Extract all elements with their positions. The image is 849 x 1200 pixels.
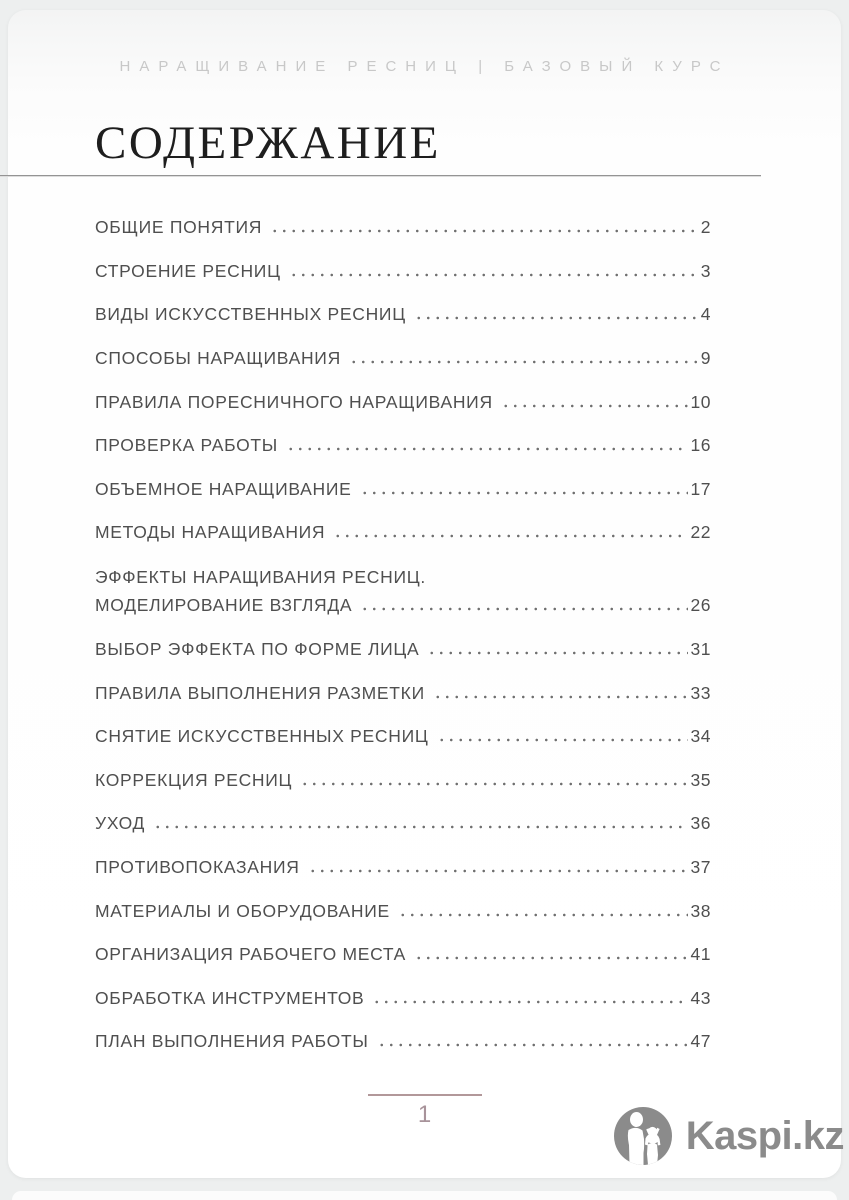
toc-entry-label: ОРГАНИЗАЦИЯ РАБОЧЕГО МЕСТА: [95, 944, 407, 965]
dot-leader: [270, 227, 698, 235]
toc-entry-line: [95, 348, 711, 369]
toc-entry-label: ПРОВЕРКА РАБОТЫ: [95, 435, 278, 456]
toc-entry-line: [95, 988, 711, 1009]
toc-entry-label: СПОСОБЫ НАРАЩИВАНИЯ: [95, 348, 341, 369]
kaspi-brand-text: Kaspi.kz: [685, 1113, 844, 1158]
dot-leader: [308, 867, 688, 875]
toc-page-number: 4: [700, 304, 711, 325]
toc-entry-label: УХОД: [95, 813, 146, 834]
toc-entry-label: ОБЪЕМНОЕ НАРАЩИВАНИЕ: [95, 478, 352, 499]
toc-page-number: 3: [700, 260, 711, 281]
toc-entry: [95, 250, 711, 294]
toc-page-number: 36: [690, 813, 711, 834]
toc-page-number: 41: [690, 944, 711, 965]
toc-entry-label: ПРАВИЛА ПОРЕСНИЧНОГО НАРАЩИВАНИЯ: [95, 391, 493, 412]
toc-entry-label: ОБРАБОТКА ИНСТРУМЕНТОВ: [95, 987, 365, 1008]
dot-leader: [501, 402, 688, 410]
dot-leader: [349, 358, 698, 366]
dot-leader: [300, 780, 687, 788]
toc-entry-label: ПРОТИВОПОКАЗАНИЯ: [95, 857, 300, 878]
dot-leader: [377, 1041, 688, 1049]
toc-entry: [95, 628, 711, 672]
toc-entry-line: [95, 522, 711, 543]
dot-leader: [153, 823, 687, 831]
toc-page-number: 16: [690, 435, 711, 456]
toc-entry-label: СНЯТИЕ ИСКУССТВЕННЫХ РЕСНИЦ: [95, 726, 429, 747]
toc-entry: [95, 1020, 711, 1064]
toc-entry-line: [95, 683, 711, 704]
dot-leader: [333, 532, 687, 540]
toc-entry-label: ПРАВИЛА ВЫПОЛНЕНИЯ РАЗМЕТКИ: [95, 682, 425, 703]
toc-entry-line: [95, 304, 711, 325]
toc-page-number: 43: [690, 987, 711, 1008]
toc-entry: [95, 759, 711, 803]
toc-entry: [95, 206, 711, 250]
toc-entry: [95, 846, 711, 890]
dot-leader: [414, 954, 688, 962]
toc-entry-line: [95, 901, 711, 922]
dot-leader: [286, 445, 688, 453]
toc-entry-line: [95, 944, 711, 965]
toc-entry-label: СТРОЕНИЕ РЕСНИЦ: [95, 260, 281, 281]
toc-entry-line: [95, 857, 711, 878]
toc-page-number: 31: [690, 639, 711, 660]
toc-list: [95, 206, 711, 1064]
toc-page-number: 33: [690, 682, 711, 703]
title-divider: [0, 175, 761, 177]
toc-entry-label: ПЛАН ВЫПОЛНЕНИЯ РАБОТЫ: [95, 1031, 369, 1052]
toc-page-number: 47: [690, 1031, 711, 1052]
toc-entry-label: МОДЕЛИРОВАНИЕ ВЗГЛЯДА: [95, 594, 353, 615]
dot-leader: [289, 271, 698, 279]
toc-entry-line: [95, 639, 711, 660]
toc-entry-label: МЕТОДЫ НАРАЩИВАНИЯ: [95, 522, 326, 543]
toc-entry-label: МАТЕРИАЛЫ И ОБОРУДОВАНИЕ: [95, 900, 390, 921]
toc-entry-line: [95, 726, 711, 747]
toc-entry-label: ВИДЫ ИСКУССТВЕННЫХ РЕСНИЦ: [95, 304, 406, 325]
dot-leader: [437, 736, 688, 744]
toc-entry: [95, 380, 711, 424]
kaspi-logo-icon: [614, 1107, 672, 1165]
toc-entry-label: ЭФФЕКТЫ НАРАЩИВАНИЯ РЕСНИЦ.: [95, 566, 426, 587]
toc-page-number: 22: [690, 522, 711, 543]
toc-entry-label: КОРРЕКЦИЯ РЕСНИЦ: [95, 769, 293, 790]
toc-entry-line: [95, 435, 711, 456]
dot-leader: [372, 998, 687, 1006]
toc-page-number: 10: [690, 391, 711, 412]
toc-entry-line: [95, 813, 711, 834]
toc-entry: [95, 715, 711, 759]
toc-entry: [95, 555, 711, 628]
dot-leader: [398, 911, 688, 919]
toc-entry: [95, 337, 711, 381]
toc-page-number: 9: [700, 348, 711, 369]
course-header-text: НАРАЩИВАНИЕ РЕСНИЦ | БАЗОВЫЙ КУРС: [119, 58, 730, 75]
toc-entry: [95, 511, 711, 555]
toc-page-number: 2: [700, 217, 711, 238]
toc-page-number: 17: [690, 478, 711, 499]
toc-entry-line: [95, 567, 711, 588]
toc-entry-line: [95, 595, 711, 616]
toc-entry: [95, 802, 711, 846]
dot-leader: [433, 693, 688, 701]
page-number: 1: [417, 1101, 432, 1128]
toc-page-number: 34: [690, 726, 711, 747]
page-title: СОДЕРЖАНИЕ: [95, 117, 441, 169]
dot-leader: [414, 314, 698, 322]
toc-entry: [95, 933, 711, 977]
footer-divider: [368, 1094, 482, 1096]
toc-entry-line: [95, 392, 711, 413]
toc-page-number: 26: [690, 594, 711, 615]
toc-page-number: 37: [690, 857, 711, 878]
next-page-edge: [12, 1191, 837, 1200]
toc-entry-line: [95, 1031, 711, 1052]
dot-leader: [427, 649, 687, 657]
toc-page-number: 38: [690, 900, 711, 921]
toc-entry: [95, 424, 711, 468]
toc-entry-label: ВЫБОР ЭФФЕКТА ПО ФОРМЕ ЛИЦА: [95, 639, 420, 660]
toc-page-number: 35: [690, 769, 711, 790]
toc-entry: [95, 671, 711, 715]
toc-entry-line: [95, 217, 711, 238]
kaspi-watermark: [614, 1107, 844, 1165]
dot-leader: [360, 489, 688, 497]
dot-leader: [360, 605, 687, 613]
toc-entry: [95, 468, 711, 512]
toc-entry-label: ОБЩИЕ ПОНЯТИЯ: [95, 217, 263, 238]
toc-entry-line: [95, 261, 711, 282]
toc-entry-line: [95, 770, 711, 791]
toc-entry: [95, 889, 711, 933]
toc-entry: [95, 977, 711, 1021]
toc-entry: [95, 293, 711, 337]
toc-entry-line: [95, 479, 711, 500]
